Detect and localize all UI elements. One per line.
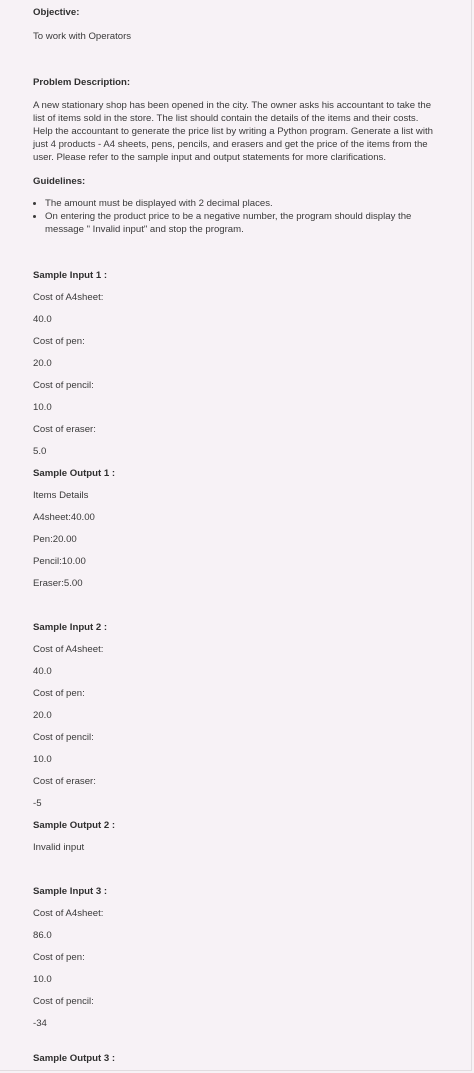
sample-line: 20.0 xyxy=(33,710,52,721)
sample-line: Cost of pencil: xyxy=(33,732,94,743)
objective-heading: Objective: xyxy=(33,7,80,18)
sample-line: 86.0 xyxy=(33,930,52,941)
sample-line: Eraser:5.00 xyxy=(33,578,83,589)
sample-line: 5.0 xyxy=(33,446,47,457)
sample-line: 40.0 xyxy=(33,314,52,325)
sample-line: Cost of pencil: xyxy=(33,996,94,1007)
sample-line: 20.0 xyxy=(33,358,52,369)
sample-line: Pen:20.00 xyxy=(33,534,77,545)
sample-line: 10.0 xyxy=(33,974,52,985)
sample-input-2-heading: Sample Input 2 : xyxy=(33,622,108,633)
objective-text: To work with Operators xyxy=(33,31,132,42)
sample-line: -34 xyxy=(33,1018,47,1029)
sample-line: Cost of eraser: xyxy=(33,776,96,787)
sample-line: Cost of A4sheet: xyxy=(33,908,104,919)
sample-line: 40.0 xyxy=(33,666,52,677)
guideline-item: • On entering the product price to be a negative number, the program should display the message " Invalid input" and stop the program. xyxy=(45,210,439,236)
problem-heading: Problem Description: xyxy=(33,77,131,88)
sample-input-3-heading: Sample Input 3 : xyxy=(33,886,108,897)
sample-line: Cost of pen: xyxy=(33,336,85,347)
sample-line: Cost of pen: xyxy=(33,688,85,699)
sample-line: A4sheet:40.00 xyxy=(33,512,95,523)
sample-line: 10.0 xyxy=(33,402,52,413)
guidelines-list xyxy=(33,197,439,236)
sample-line: Cost of A4sheet: xyxy=(33,644,104,655)
problem-text: A new stationary shop has been opened in the city. The owner asks his accountant to take the list of items sold in the store. The list should contain the details of the items and their costs. Help the accountant to generate the price list by writing a Python program. Generate a list with just 4 products - A4 sheets, pens, pencils, and erasers and get the price of the items from the user. Please refer to the sample input and output statements for more clarifications. xyxy=(33,100,433,163)
sample-output-3-heading: Sample Output 3 : xyxy=(33,1053,116,1064)
sample-line: Cost of eraser: xyxy=(33,424,96,435)
sample-line: -5 xyxy=(33,798,42,809)
sample-line: Items Details xyxy=(33,490,89,501)
guidelines-heading: Guidelines: xyxy=(33,176,86,187)
sample-input-1-heading: Sample Input 1 : xyxy=(33,270,108,281)
sample-output-1-heading: Sample Output 1 : xyxy=(33,468,116,479)
sample-line: Invalid input xyxy=(33,842,85,853)
sample-line: Pencil:10.00 xyxy=(33,556,86,567)
sample-line: Cost of A4sheet: xyxy=(33,292,104,303)
sample-line: Cost of pen: xyxy=(33,952,85,963)
problem-statement xyxy=(33,6,439,1065)
sample-output-2-heading: Sample Output 2 : xyxy=(33,820,116,831)
guideline-item: • The amount must be displayed with 2 decimal places. xyxy=(45,197,439,210)
sample-line: Cost of pencil: xyxy=(33,380,94,391)
sample-line: 10.0 xyxy=(33,754,52,765)
